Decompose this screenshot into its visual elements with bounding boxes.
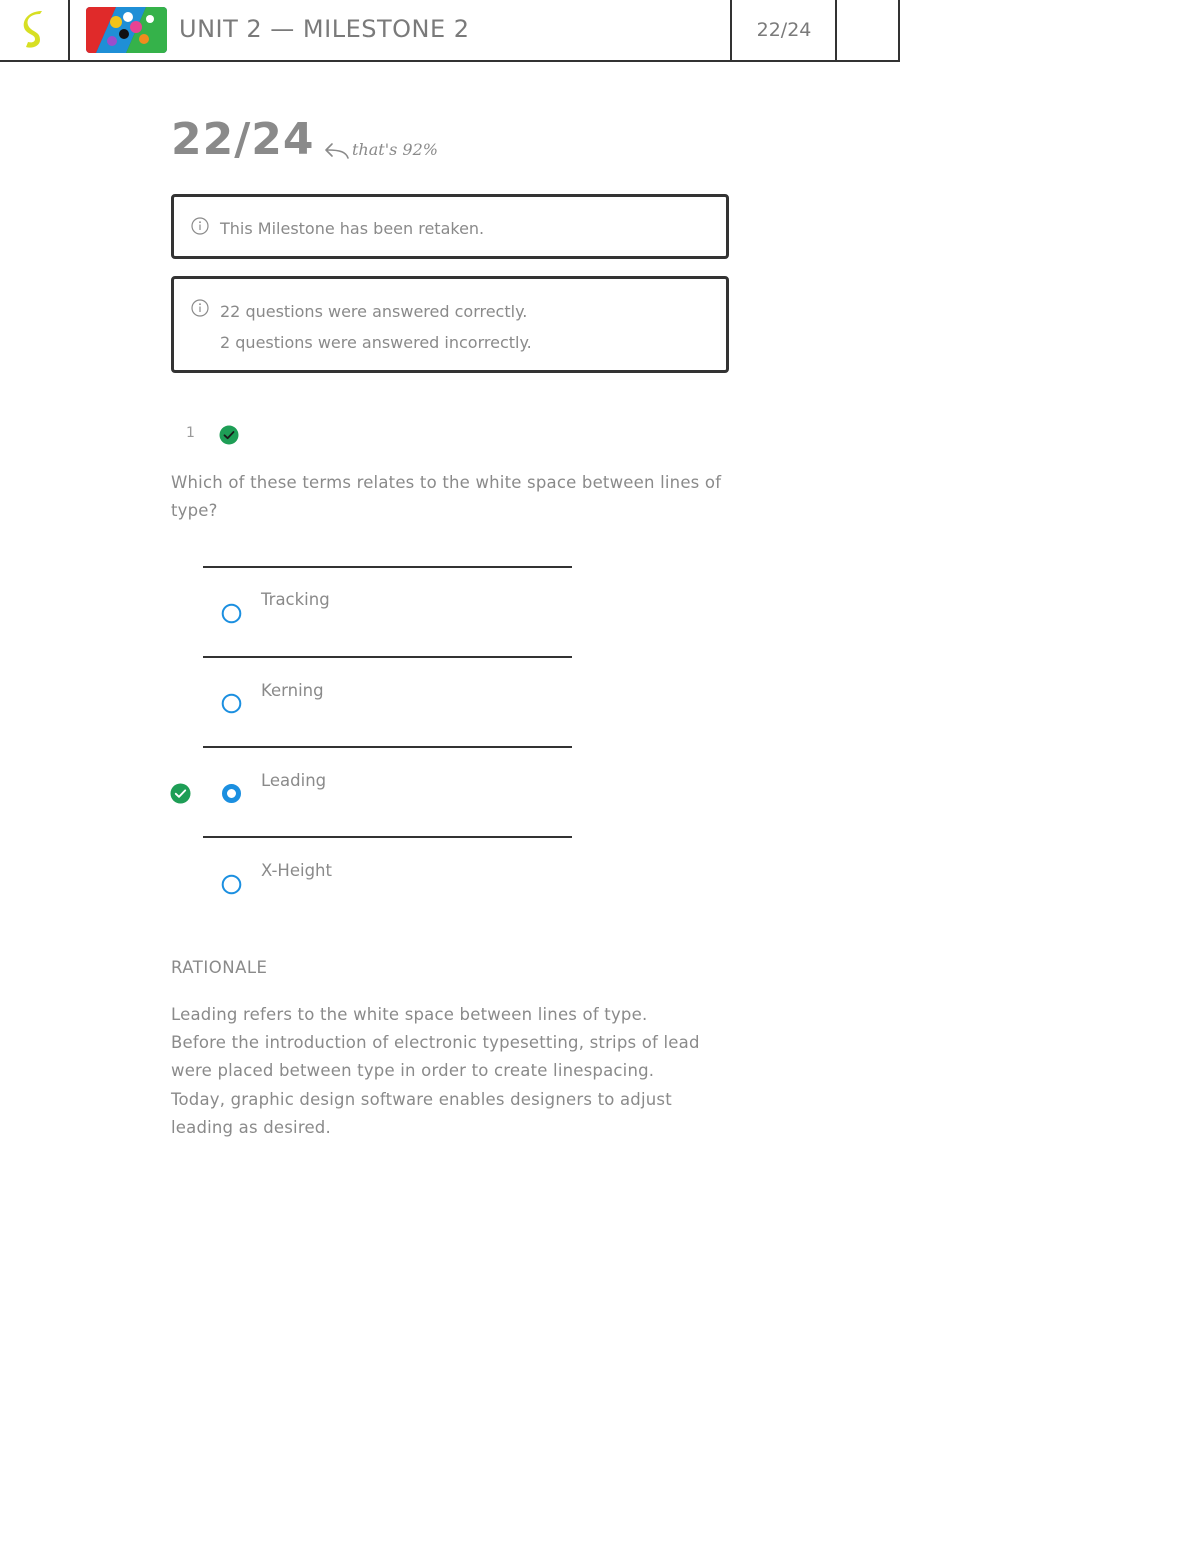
header-score: 22/24 <box>756 19 812 41</box>
question-number: 1 <box>186 425 195 441</box>
correct-count-text: 22 questions were answered correctly. <box>220 302 528 321</box>
radio-button-selected[interactable] <box>221 783 242 804</box>
option-label: Leading <box>261 771 327 790</box>
top-bar <box>0 0 900 62</box>
retaken-notice <box>171 194 729 259</box>
option-divider <box>203 836 572 838</box>
results-notice <box>171 276 729 373</box>
rationale-heading: RATIONALE <box>171 958 268 977</box>
radio-button[interactable] <box>221 603 242 624</box>
option-label: Kerning <box>261 681 324 700</box>
option-divider <box>203 656 572 658</box>
unit-title: UNIT 2 — MILESTONE 2 <box>179 15 470 43</box>
header-divider <box>68 0 70 62</box>
radio-button[interactable] <box>221 693 242 714</box>
info-icon <box>191 299 209 317</box>
notice-text: This Milestone has been retaken. <box>220 219 485 238</box>
sophia-logo-icon[interactable] <box>18 11 52 51</box>
correct-answer-check-icon <box>170 783 191 804</box>
milestone-score: 22/24 <box>171 114 315 165</box>
correct-check-icon <box>219 425 239 445</box>
rationale-text: Leading refers to the white space between lines of type. Before the introduction of electronic typesetting, strips of lead were placed between type in order to create linespacing. Today, graphic design software enables designers to adjust leading as desired. <box>171 1005 700 1137</box>
option-divider <box>203 746 572 748</box>
question-text: Which of these terms relates to the white space between lines of type? <box>171 473 722 520</box>
incorrect-count-text: 2 questions were answered incorrectly. <box>220 333 532 352</box>
header-divider <box>835 0 837 62</box>
hand-drawn-arrow-icon <box>322 138 350 162</box>
option-divider <box>203 566 572 568</box>
info-icon <box>191 217 209 235</box>
option-label: Tracking <box>261 590 330 609</box>
percent-note: that's 92% <box>352 140 438 159</box>
unit-thumbnail-image <box>86 7 167 53</box>
radio-button[interactable] <box>221 874 242 895</box>
option-label: X-Height <box>261 861 332 880</box>
header-divider <box>898 0 900 62</box>
